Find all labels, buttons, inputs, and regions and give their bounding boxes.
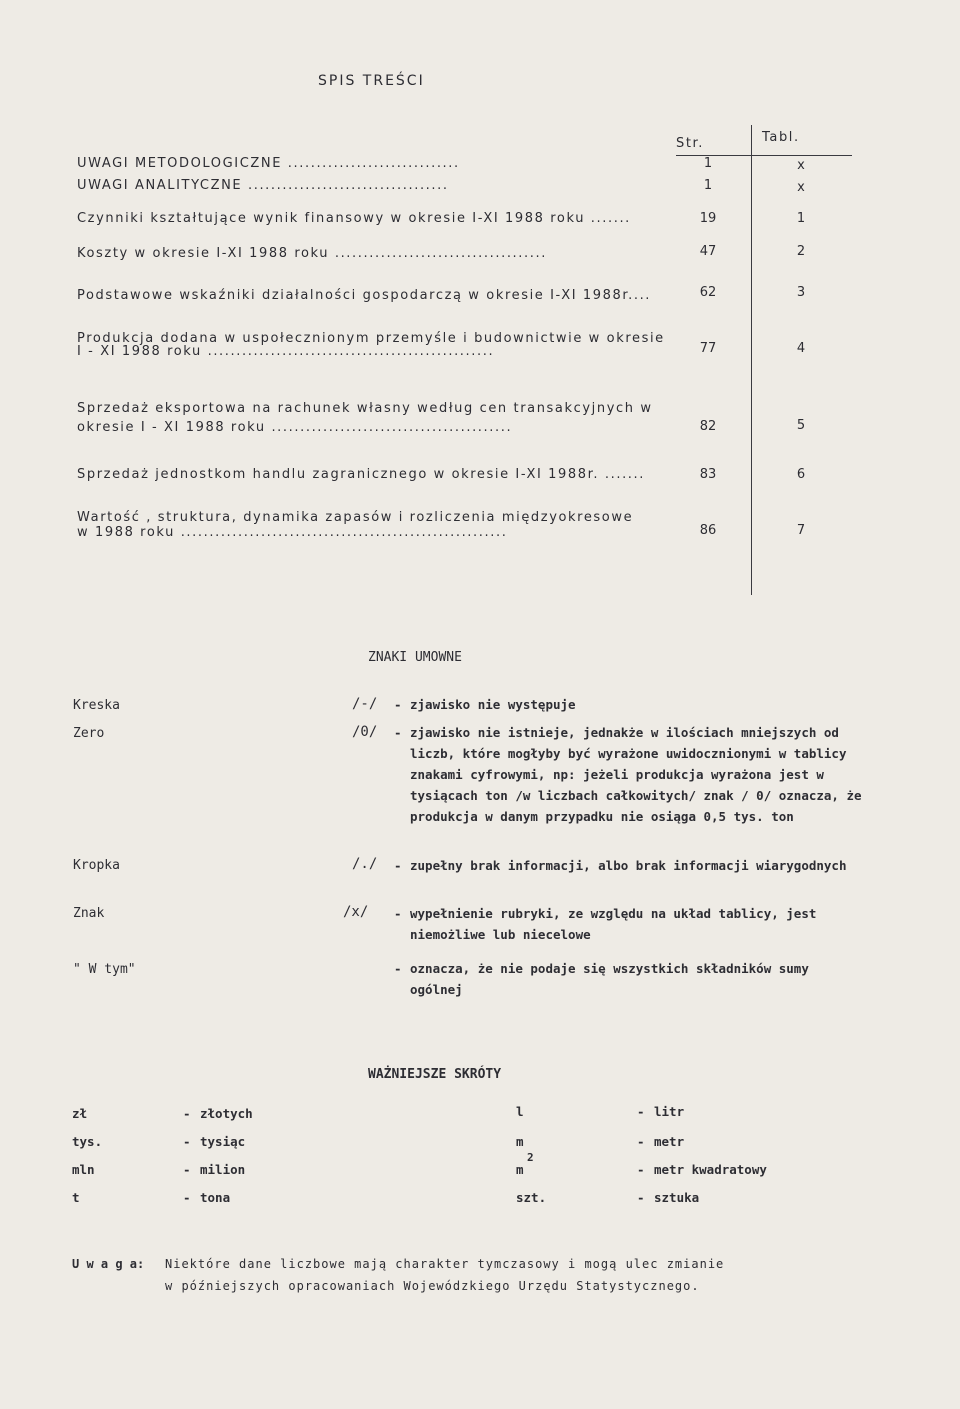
toc-item-4: Koszty w okresie I-XI 1988 roku .....................................: [77, 246, 547, 261]
symbol-def-zero: - zjawisko nie istnieje, jednakże w ilościach mniejszych od liczb, które mogłyby być wyrażone uwidocznionymi w tablicy znakami cyfrowymi, np: jeżeli produkcja wyrażona jest w tysiącach ton /w liczbach całkowitych/ znak / 0/ oznacza, że produkcja w danym przypadku nie osiąga 0,5 tys. ton: [394, 722, 864, 827]
toc-page-6: 77: [699, 341, 717, 356]
toc-item-7: Sprzedaż eksportowa na rachunek własny według cen transakcyjnych w: [77, 401, 653, 416]
abbrev-l-dash: -: [637, 1104, 645, 1119]
toc-page-9: 86: [699, 523, 717, 538]
abbrev-m2-dash: -: [637, 1162, 645, 1177]
symbol-def-w-tym: - oznacza, że nie podaje się wszystkich składników sumy ogólnej: [394, 958, 864, 1000]
symbol-term-kreska: Kreska: [73, 698, 120, 713]
symbol-term-w-tym: " W tym": [73, 962, 136, 977]
abbrev-szt-full: sztuka: [654, 1190, 700, 1205]
toc-item-6-cont: I - XI 1988 roku ..................................................: [77, 344, 495, 359]
abbrev-t: t: [72, 1190, 80, 1205]
symbol-mark-kropka: /./: [352, 856, 378, 872]
abbrev-szt-dash: -: [637, 1190, 645, 1205]
toc-table-1: x: [797, 158, 805, 173]
toc-item-9: Wartość , struktura, dynamika zapasów i rozliczenia międzyokresowe: [77, 510, 634, 525]
abbrev-m2-sup: 2: [527, 1151, 534, 1164]
abbrev-zl: zł: [72, 1106, 88, 1121]
toc-item-5: Podstawowe wskaźniki działalności gospodarczą w okresie I-XI 1988r....: [77, 288, 652, 303]
toc-page-2: 1: [703, 178, 713, 193]
abbrev-l: l: [516, 1104, 524, 1119]
symbol-def-kreska: - zjawisko nie występuje: [394, 694, 864, 715]
toc-item-8: Sprzedaż jednostkom handlu zagranicznego w okresie I-XI 1988r. .......: [77, 467, 646, 482]
toc-table-2: x: [797, 180, 805, 195]
toc-page-5: 62: [699, 285, 717, 300]
abbrev-tys-dash: -: [183, 1134, 191, 1149]
page-title: SPIS TREŚCI: [318, 73, 425, 89]
symbol-dash-kropka: -: [394, 858, 402, 873]
symbol-term-zero: Zero: [73, 726, 105, 741]
toc-header-page: Str.: [676, 136, 705, 151]
note-line-2: w późniejszych opracowaniach Wojewódzkiego Urzędu Statystycznego.: [165, 1279, 700, 1293]
abbrev-m2: m: [516, 1162, 524, 1177]
symbol-dash-znak: -: [394, 906, 402, 921]
toc-table-9: 7: [796, 523, 806, 538]
toc-page-3: 19: [699, 211, 717, 226]
abbrev-mln: mln: [72, 1162, 95, 1177]
toc-header-table: Tabl.: [762, 130, 800, 145]
abbrev-m2-full: metr kwadratowy: [654, 1162, 767, 1177]
toc-table-7: 5: [796, 418, 806, 433]
toc-table-5: 3: [796, 285, 806, 300]
toc-page-4: 47: [699, 244, 717, 259]
toc-table-4: 2: [796, 244, 806, 259]
symbol-term-znak: Znak: [73, 906, 105, 921]
symbol-term-kropka: Kropka: [73, 858, 120, 873]
abbrev-t-dash: -: [183, 1190, 191, 1205]
abbrev-mln-dash: -: [183, 1162, 191, 1177]
note-label: U w a g a:: [72, 1257, 145, 1271]
toc-table-3: 1: [796, 211, 806, 226]
abbrev-zl-full: złotych: [200, 1106, 253, 1121]
toc-table-8: 6: [796, 467, 806, 482]
symbol-dash-w-tym: -: [394, 961, 402, 976]
abbrev-tys-full: tysiąc: [200, 1134, 246, 1149]
symbol-mark-zero: /0/: [352, 724, 378, 740]
abbrev-zl-dash: -: [183, 1106, 191, 1121]
abbrev-m: m: [516, 1134, 524, 1149]
symbol-def-kropka: - zupełny brak informacji, albo brak informacji wiarygodnych: [394, 855, 864, 876]
toc-table-6: 4: [796, 341, 806, 356]
toc-page-1: 1: [703, 156, 713, 171]
symbol-mark-znak: /x/: [343, 904, 369, 920]
symbol-def-znak: - wypełnienie rubryki, ze względu na układ tablicy, jest niemożliwe lub niecelowe: [394, 903, 864, 945]
abbrev-title: WAŻNIEJSZE SKRÓTY: [368, 1067, 502, 1082]
abbrev-m-dash: -: [637, 1134, 645, 1149]
symbol-dash-zero: -: [394, 725, 402, 740]
abbrev-t-full: tona: [200, 1190, 231, 1205]
abbrev-szt: szt.: [516, 1190, 547, 1205]
abbrev-m-full: metr: [654, 1134, 685, 1149]
note-line-1: Niektóre dane liczbowe mają charakter tymczasowy i mogą ulec zmianie: [165, 1257, 725, 1271]
toc-item-3: Czynniki kształtujące wynik finansowy w okresie I-XI 1988 roku .......: [77, 211, 631, 226]
toc-item-9-cont: w 1988 roku .........................................................: [77, 525, 508, 540]
toc-page-8: 83: [699, 467, 717, 482]
toc-item-2: UWAGI ANALITYCZNE ...................................: [77, 178, 449, 193]
abbrev-l-full: litr: [654, 1104, 685, 1119]
abbrev-mln-full: milion: [200, 1162, 246, 1177]
symbol-dash-kreska: -: [394, 697, 402, 712]
toc-item-6: Produkcja dodana w uspołecznionym przemyśle i budownictwie w okresie: [77, 331, 665, 346]
abbrev-tys: tys.: [72, 1134, 103, 1149]
toc-item-1: UWAGI METODOLOGICZNE ..............................: [77, 156, 460, 171]
symbol-mark-kreska: /-/: [352, 696, 378, 712]
toc-item-7-cont: okresie I - XI 1988 roku ..........................................: [77, 420, 513, 435]
toc-page-7: 82: [699, 419, 717, 434]
toc-column-divider: [751, 125, 752, 595]
symbols-title: ZNAKI UMOWNE: [368, 650, 462, 665]
